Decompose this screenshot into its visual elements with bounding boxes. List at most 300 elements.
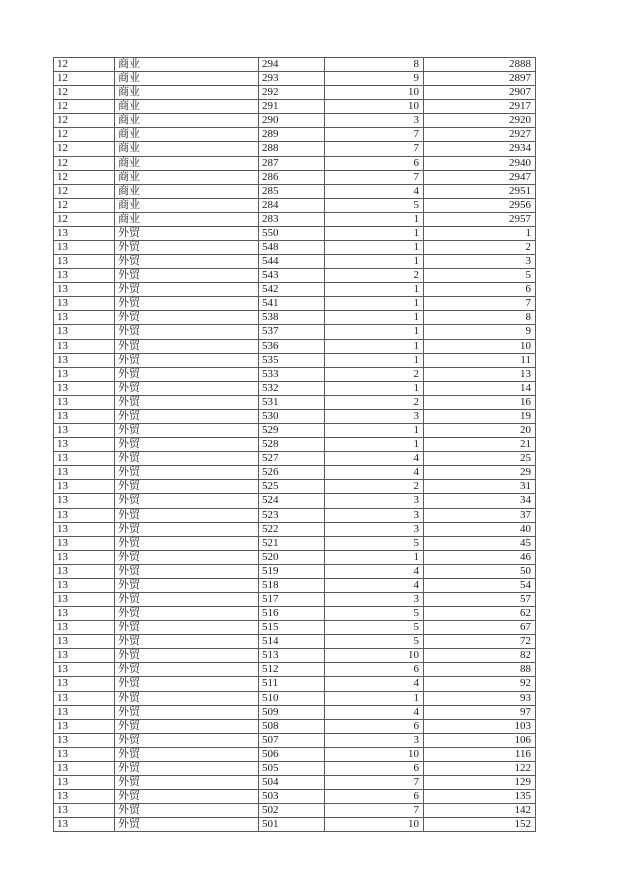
table-cell: 13 xyxy=(54,818,115,832)
table-cell: 5 xyxy=(325,635,424,649)
table-cell: 外贸 xyxy=(115,509,259,523)
table-row xyxy=(54,311,536,325)
table-cell: 13 xyxy=(54,551,115,565)
table-cell: 533 xyxy=(259,368,325,382)
table-cell: 514 xyxy=(259,635,325,649)
table-cell: 16 xyxy=(424,396,536,410)
table-cell: 1 xyxy=(325,283,424,297)
table-cell: 6 xyxy=(325,720,424,734)
table-cell: 13 xyxy=(54,523,115,537)
table-row xyxy=(54,171,536,185)
table-cell: 13 xyxy=(54,424,115,438)
table-cell: 531 xyxy=(259,396,325,410)
table-cell: 92 xyxy=(424,677,536,691)
table-row xyxy=(54,269,536,283)
table-cell: 外贸 xyxy=(115,311,259,325)
table-cell: 13 xyxy=(54,396,115,410)
table-cell: 13 xyxy=(54,734,115,748)
table-cell: 50 xyxy=(424,565,536,579)
table-cell: 1 xyxy=(325,213,424,227)
table-row xyxy=(54,452,536,466)
table-row xyxy=(54,551,536,565)
table-cell: 541 xyxy=(259,297,325,311)
table-cell: 13 xyxy=(54,255,115,269)
table-cell: 529 xyxy=(259,424,325,438)
table-cell: 商业 xyxy=(115,72,259,86)
table-cell: 商业 xyxy=(115,114,259,128)
table-cell: 3 xyxy=(325,509,424,523)
table-cell: 502 xyxy=(259,804,325,818)
table-cell: 6 xyxy=(424,283,536,297)
table-cell: 510 xyxy=(259,692,325,706)
table-cell: 4 xyxy=(325,677,424,691)
table-cell: 122 xyxy=(424,762,536,776)
table-cell: 外贸 xyxy=(115,480,259,494)
table-cell: 10 xyxy=(325,86,424,100)
table-cell: 152 xyxy=(424,818,536,832)
table-cell: 1 xyxy=(325,227,424,241)
table-cell: 5 xyxy=(325,199,424,213)
table-cell: 商业 xyxy=(115,58,259,72)
table-cell: 2 xyxy=(325,368,424,382)
table-cell: 外贸 xyxy=(115,565,259,579)
table-cell: 商业 xyxy=(115,128,259,142)
table-cell: 13 xyxy=(54,677,115,691)
table-row xyxy=(54,720,536,734)
table-cell: 4 xyxy=(325,706,424,720)
table-cell: 外贸 xyxy=(115,241,259,255)
table-row xyxy=(54,762,536,776)
table-cell: 8 xyxy=(424,311,536,325)
table-cell: 6 xyxy=(325,790,424,804)
table-cell: 13 xyxy=(54,283,115,297)
table-cell: 商业 xyxy=(115,142,259,156)
table-cell: 2917 xyxy=(424,100,536,114)
table-cell: 285 xyxy=(259,185,325,199)
table-cell: 13 xyxy=(54,663,115,677)
table-cell: 505 xyxy=(259,762,325,776)
table-cell: 1 xyxy=(325,438,424,452)
table-cell: 12 xyxy=(54,213,115,227)
table-cell: 13 xyxy=(54,804,115,818)
table-cell: 外贸 xyxy=(115,734,259,748)
table-cell: 13 xyxy=(54,354,115,368)
table-cell: 10 xyxy=(325,748,424,762)
table-cell: 13 xyxy=(54,452,115,466)
table-cell: 7 xyxy=(325,128,424,142)
table-cell: 57 xyxy=(424,593,536,607)
table-cell: 1 xyxy=(325,354,424,368)
table-cell: 7 xyxy=(325,142,424,156)
table-cell: 外贸 xyxy=(115,593,259,607)
table-row xyxy=(54,734,536,748)
table-cell: 3 xyxy=(325,523,424,537)
table-cell: 3 xyxy=(325,593,424,607)
table-cell: 外贸 xyxy=(115,452,259,466)
table-cell: 外贸 xyxy=(115,649,259,663)
table-cell: 2897 xyxy=(424,72,536,86)
table-cell: 12 xyxy=(54,157,115,171)
table-cell: 88 xyxy=(424,663,536,677)
table-cell: 515 xyxy=(259,621,325,635)
table-cell: 284 xyxy=(259,199,325,213)
table-cell: 13 xyxy=(54,692,115,706)
table-cell: 291 xyxy=(259,100,325,114)
table-row xyxy=(54,185,536,199)
table-cell: 9 xyxy=(424,325,536,339)
table-row xyxy=(54,283,536,297)
table-cell: 外贸 xyxy=(115,255,259,269)
table-cell: 535 xyxy=(259,354,325,368)
table-cell: 2 xyxy=(325,396,424,410)
table-cell: 外贸 xyxy=(115,466,259,480)
table-cell: 283 xyxy=(259,213,325,227)
table-cell: 20 xyxy=(424,424,536,438)
table-cell: 116 xyxy=(424,748,536,762)
table-cell: 外贸 xyxy=(115,776,259,790)
table-row xyxy=(54,649,536,663)
table-row xyxy=(54,677,536,691)
score-distribution-table xyxy=(53,57,536,832)
table-cell: 520 xyxy=(259,551,325,565)
table-cell: 13 xyxy=(54,649,115,663)
table-cell: 外贸 xyxy=(115,438,259,452)
table-cell: 13 xyxy=(54,509,115,523)
table-row xyxy=(54,241,536,255)
table-row xyxy=(54,635,536,649)
table-cell: 外贸 xyxy=(115,297,259,311)
table-cell: 外贸 xyxy=(115,551,259,565)
table-cell: 13 xyxy=(54,227,115,241)
table-cell: 292 xyxy=(259,86,325,100)
table-cell: 商业 xyxy=(115,185,259,199)
table-cell: 525 xyxy=(259,480,325,494)
table-cell: 外贸 xyxy=(115,762,259,776)
table-cell: 12 xyxy=(54,58,115,72)
table-cell: 6 xyxy=(325,762,424,776)
table-cell: 29 xyxy=(424,466,536,480)
table-row xyxy=(54,621,536,635)
table-cell: 519 xyxy=(259,565,325,579)
table-cell: 532 xyxy=(259,382,325,396)
table-cell: 13 xyxy=(54,297,115,311)
table-cell: 503 xyxy=(259,790,325,804)
table-row xyxy=(54,790,536,804)
table-cell: 外贸 xyxy=(115,396,259,410)
table-cell: 7 xyxy=(325,776,424,790)
table-cell: 13 xyxy=(54,607,115,621)
table-cell: 商业 xyxy=(115,100,259,114)
table-cell: 21 xyxy=(424,438,536,452)
table-cell: 12 xyxy=(54,128,115,142)
table-cell: 13 xyxy=(54,565,115,579)
table-cell: 外贸 xyxy=(115,325,259,339)
table-cell: 25 xyxy=(424,452,536,466)
table-cell: 商业 xyxy=(115,157,259,171)
table-cell: 外贸 xyxy=(115,283,259,297)
table-cell: 289 xyxy=(259,128,325,142)
table-cell: 外贸 xyxy=(115,790,259,804)
table-row xyxy=(54,804,536,818)
table-row xyxy=(54,480,536,494)
table-cell: 1 xyxy=(325,297,424,311)
table-cell: 135 xyxy=(424,790,536,804)
table-cell: 2956 xyxy=(424,199,536,213)
table-cell: 13 xyxy=(54,720,115,734)
table-cell: 3 xyxy=(325,410,424,424)
table-cell: 12 xyxy=(54,100,115,114)
table-row xyxy=(54,382,536,396)
table-cell: 3 xyxy=(325,114,424,128)
table-cell: 7 xyxy=(325,804,424,818)
table-cell: 550 xyxy=(259,227,325,241)
table-cell: 外贸 xyxy=(115,692,259,706)
table-cell: 外贸 xyxy=(115,579,259,593)
table-row xyxy=(54,396,536,410)
table-cell: 12 xyxy=(54,86,115,100)
table-cell: 13 xyxy=(54,269,115,283)
table-cell: 516 xyxy=(259,607,325,621)
table-row xyxy=(54,706,536,720)
table-cell: 6 xyxy=(325,157,424,171)
table-cell: 501 xyxy=(259,818,325,832)
table-cell: 544 xyxy=(259,255,325,269)
table-cell: 2907 xyxy=(424,86,536,100)
table-cell: 10 xyxy=(325,100,424,114)
table-cell: 1 xyxy=(325,551,424,565)
table-row xyxy=(54,368,536,382)
table-cell: 537 xyxy=(259,325,325,339)
table-cell: 518 xyxy=(259,579,325,593)
table-cell: 13 xyxy=(54,241,115,255)
table-cell: 商业 xyxy=(115,199,259,213)
table-row xyxy=(54,199,536,213)
table-cell: 13 xyxy=(54,382,115,396)
table-cell: 286 xyxy=(259,171,325,185)
table-cell: 527 xyxy=(259,452,325,466)
table-row xyxy=(54,663,536,677)
table-cell: 3 xyxy=(325,734,424,748)
table-cell: 504 xyxy=(259,776,325,790)
table-row xyxy=(54,509,536,523)
table-row xyxy=(54,748,536,762)
table-cell: 2888 xyxy=(424,58,536,72)
table-cell: 外贸 xyxy=(115,382,259,396)
table-cell: 294 xyxy=(259,58,325,72)
table-cell: 1 xyxy=(325,340,424,354)
table-cell: 外贸 xyxy=(115,720,259,734)
table-cell: 538 xyxy=(259,311,325,325)
table-cell: 外贸 xyxy=(115,354,259,368)
table-cell: 外贸 xyxy=(115,494,259,508)
table-cell: 37 xyxy=(424,509,536,523)
table-cell: 4 xyxy=(325,452,424,466)
table-cell: 商业 xyxy=(115,171,259,185)
table-cell: 45 xyxy=(424,537,536,551)
table-cell: 外贸 xyxy=(115,424,259,438)
table-cell: 528 xyxy=(259,438,325,452)
table-row xyxy=(54,128,536,142)
table-cell: 2951 xyxy=(424,185,536,199)
table-cell: 19 xyxy=(424,410,536,424)
table-cell: 2940 xyxy=(424,157,536,171)
table-cell: 2934 xyxy=(424,142,536,156)
table-cell: 1 xyxy=(424,227,536,241)
table-cell: 13 xyxy=(424,368,536,382)
table-cell: 290 xyxy=(259,114,325,128)
table-row xyxy=(54,227,536,241)
table-cell: 1 xyxy=(325,692,424,706)
table-cell: 外贸 xyxy=(115,706,259,720)
table-cell: 外贸 xyxy=(115,227,259,241)
table-cell: 93 xyxy=(424,692,536,706)
table-cell: 外贸 xyxy=(115,635,259,649)
table-cell: 4 xyxy=(325,185,424,199)
table-cell: 67 xyxy=(424,621,536,635)
table-cell: 14 xyxy=(424,382,536,396)
table-cell: 62 xyxy=(424,607,536,621)
table-cell: 522 xyxy=(259,523,325,537)
table-row xyxy=(54,523,536,537)
table-row xyxy=(54,157,536,171)
table-cell: 13 xyxy=(54,480,115,494)
table-row xyxy=(54,58,536,72)
table-cell: 1 xyxy=(325,382,424,396)
table-cell: 外贸 xyxy=(115,368,259,382)
table-cell: 288 xyxy=(259,142,325,156)
table-cell: 13 xyxy=(54,706,115,720)
table-cell: 10 xyxy=(325,818,424,832)
table-cell: 507 xyxy=(259,734,325,748)
table-cell: 外贸 xyxy=(115,523,259,537)
table-cell: 外贸 xyxy=(115,607,259,621)
table-cell: 5 xyxy=(325,621,424,635)
table-cell: 12 xyxy=(54,72,115,86)
table-row xyxy=(54,114,536,128)
table-cell: 543 xyxy=(259,269,325,283)
table-cell: 103 xyxy=(424,720,536,734)
table-cell: 72 xyxy=(424,635,536,649)
table-cell: 外贸 xyxy=(115,663,259,677)
table-cell: 530 xyxy=(259,410,325,424)
table-row xyxy=(54,692,536,706)
table-cell: 40 xyxy=(424,523,536,537)
table-cell: 523 xyxy=(259,509,325,523)
table-cell: 506 xyxy=(259,748,325,762)
table-cell: 13 xyxy=(54,494,115,508)
table-cell: 外贸 xyxy=(115,537,259,551)
table-row xyxy=(54,776,536,790)
table-cell: 13 xyxy=(54,438,115,452)
table-cell: 12 xyxy=(54,185,115,199)
table-cell: 12 xyxy=(54,142,115,156)
table-cell: 1 xyxy=(325,255,424,269)
table-cell: 7 xyxy=(424,297,536,311)
table-cell: 8 xyxy=(325,58,424,72)
table-cell: 1 xyxy=(325,325,424,339)
table-cell: 293 xyxy=(259,72,325,86)
table-row xyxy=(54,340,536,354)
table-row xyxy=(54,565,536,579)
table-cell: 12 xyxy=(54,171,115,185)
table-row xyxy=(54,579,536,593)
table-cell: 508 xyxy=(259,720,325,734)
table-cell: 外贸 xyxy=(115,269,259,283)
table-row xyxy=(54,410,536,424)
table-cell: 13 xyxy=(54,579,115,593)
table-cell: 526 xyxy=(259,466,325,480)
table-cell: 542 xyxy=(259,283,325,297)
table-row xyxy=(54,72,536,86)
table-cell: 外贸 xyxy=(115,818,259,832)
table-cell: 512 xyxy=(259,663,325,677)
table-row xyxy=(54,593,536,607)
table-cell: 4 xyxy=(325,579,424,593)
table-cell: 13 xyxy=(54,762,115,776)
table-cell: 外贸 xyxy=(115,677,259,691)
table-row xyxy=(54,325,536,339)
table-cell: 97 xyxy=(424,706,536,720)
table-cell: 外贸 xyxy=(115,621,259,635)
table-cell: 511 xyxy=(259,677,325,691)
table-cell: 10 xyxy=(424,340,536,354)
table-cell: 31 xyxy=(424,480,536,494)
table-cell: 6 xyxy=(325,663,424,677)
table-row xyxy=(54,142,536,156)
table-row xyxy=(54,466,536,480)
table-cell: 12 xyxy=(54,114,115,128)
table-cell: 2920 xyxy=(424,114,536,128)
table-row xyxy=(54,438,536,452)
table-cell: 13 xyxy=(54,368,115,382)
table-cell: 外贸 xyxy=(115,410,259,424)
table-row xyxy=(54,607,536,621)
table-cell: 106 xyxy=(424,734,536,748)
table-row xyxy=(54,424,536,438)
table-cell: 13 xyxy=(54,537,115,551)
table-cell: 13 xyxy=(54,776,115,790)
table-cell: 13 xyxy=(54,593,115,607)
table-cell: 1 xyxy=(325,424,424,438)
table-cell: 4 xyxy=(325,466,424,480)
table-cell: 509 xyxy=(259,706,325,720)
table-cell: 5 xyxy=(424,269,536,283)
table-cell: 3 xyxy=(325,494,424,508)
table-cell: 54 xyxy=(424,579,536,593)
table-cell: 34 xyxy=(424,494,536,508)
table-cell: 513 xyxy=(259,649,325,663)
table-cell: 2 xyxy=(325,480,424,494)
table-cell: 524 xyxy=(259,494,325,508)
table-row xyxy=(54,354,536,368)
table-cell: 1 xyxy=(325,241,424,255)
table-cell: 外贸 xyxy=(115,804,259,818)
table-row xyxy=(54,297,536,311)
table-cell: 11 xyxy=(424,354,536,368)
table-cell: 13 xyxy=(54,635,115,649)
table-cell: 13 xyxy=(54,340,115,354)
table-cell: 10 xyxy=(325,649,424,663)
table-cell: 4 xyxy=(325,565,424,579)
table-cell: 7 xyxy=(325,171,424,185)
table-cell: 536 xyxy=(259,340,325,354)
table-cell: 2 xyxy=(424,241,536,255)
table-cell: 2 xyxy=(325,269,424,283)
table-cell: 5 xyxy=(325,537,424,551)
table-cell: 517 xyxy=(259,593,325,607)
table-cell: 商业 xyxy=(115,213,259,227)
table-row xyxy=(54,494,536,508)
